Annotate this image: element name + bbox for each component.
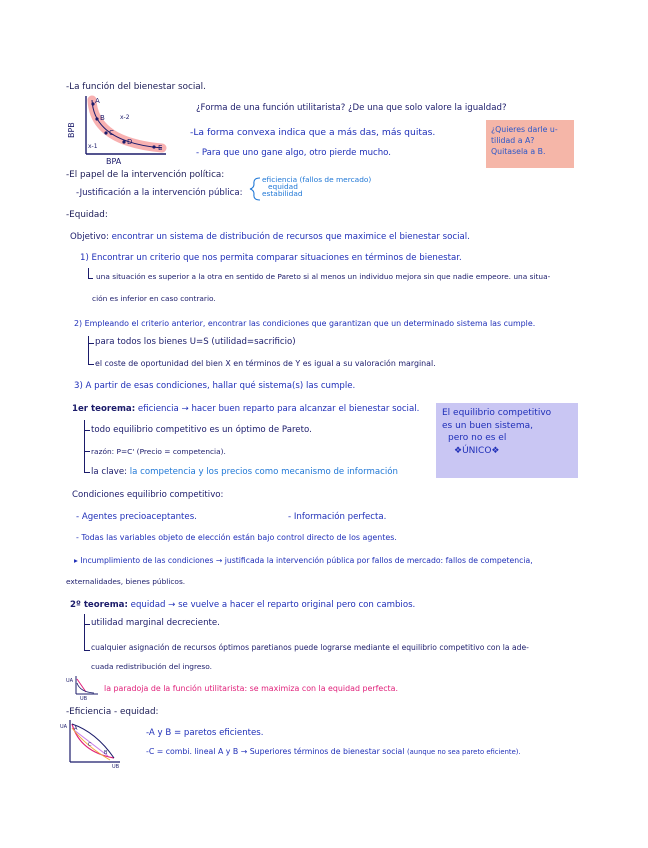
step-1: 1) Encontrar un criterio que nos permita comparar situaciones en términos de bienestar.: [80, 253, 462, 263]
objective-line: [70, 232, 470, 243]
graph1-mark-x2: x-2: [120, 114, 130, 121]
condition-a: - Agentes precioaceptantes.: [76, 512, 197, 522]
purple-note-line-2: es un buen sistema,: [442, 420, 533, 431]
step-2: 2) Empleando el criterio anterior, encontrar las condiciones que garantizan que un determinado sistema las cumple.: [74, 319, 536, 328]
bracket-line: [84, 650, 90, 651]
theorem-2-b-line-1: cualquier asignación de recursos óptimos paretianos puede lograrse mediante el equilibrio competitivo con la ade-: [91, 643, 529, 652]
bracket-line: [84, 472, 90, 473]
graph1-point-E: E: [158, 144, 163, 152]
bracket-line: [84, 614, 85, 650]
intervention-item-efficiency: eficiencia (fallos de mercado): [262, 175, 372, 184]
theorem-2: [70, 600, 415, 611]
efficiency-line-2-text: -C = combi. lineal A y B → Superiores términos de bienestar social: [146, 747, 405, 756]
bracket-line: [88, 343, 94, 344]
purple-note-line-4: ❖ÚNICO❖: [454, 445, 500, 456]
theorem-2-b-line-2: cuada redistribución del ingreso.: [91, 662, 212, 671]
step-2-sub-2: el coste de oportunidad del bien X en términos de Y es igual a su valoración marginal.: [95, 359, 436, 368]
section-title-intervention: -El papel de la intervención política:: [66, 170, 225, 180]
purple-note-line-3: pero no es el: [448, 433, 507, 443]
graph1-point-D: D: [127, 138, 133, 146]
graph1-point-C: C: [109, 129, 114, 137]
brace-icon: [248, 176, 262, 202]
theorem-2-label: 2º teorema:: [70, 600, 128, 610]
bracket-line: [84, 430, 90, 431]
intervention-justification: -Justificación a la intervención pública:: [76, 188, 243, 198]
graph2-point-B: B: [104, 750, 108, 756]
efficiency-line-2: [146, 747, 521, 757]
bracket-line: [88, 336, 89, 364]
step-2-sub-1: para todos los bienes U=S (utilidad=sacrificio): [95, 337, 296, 347]
section-title-welfare: -La función del bienestar social.: [66, 82, 206, 92]
theorem-1-text: eficiencia → hacer buen reparto para alcanzar el bienestar social.: [137, 404, 420, 414]
small-graph-y-label: UA: [66, 678, 74, 684]
efficiency-line-1: -A y B = paretos eficientes.: [146, 728, 264, 738]
condition-b: - Información perfecta.: [288, 512, 387, 522]
theorem-1-c-text: la competencia y los precios como mecanismo de información: [129, 467, 398, 477]
small-utility-graph: [66, 674, 100, 700]
section-title-efficiency-equity: -Eficiencia - equidad:: [66, 707, 159, 717]
welfare-convex-note: -La forma convexa indica que a más das, más quitas.: [190, 127, 436, 138]
objective-label: Objetivo:: [70, 232, 109, 242]
bracket-line: [84, 624, 90, 625]
efficiency-equity-graph: [60, 718, 126, 768]
theorem-1-c-prefix: la clave:: [91, 467, 128, 477]
welfare-question: ¿Forma de una función utilitarista? ¿De una que solo valore la igualdad?: [196, 103, 507, 113]
bracket-line: [84, 420, 85, 472]
intervention-item-stability: estabilidad: [262, 189, 303, 198]
graph1-point-A: A: [95, 97, 100, 105]
purple-note-line-1: El equilibrio competitivo: [442, 408, 552, 418]
graph1-mark-x1: x-1: [88, 143, 98, 150]
welfare-sub-note: - Para que uno gane algo, otro pierde mucho.: [196, 148, 392, 158]
small-graph-x-label: UB: [80, 696, 88, 700]
theorem-1: [72, 404, 419, 415]
incompliance-line-1: ▸ Incumplimiento de las condiciones → justificada la intervención pública por fallos de mercado: fallos de competencia,: [74, 556, 533, 565]
graph1-y-label: BPB: [67, 122, 76, 138]
theorem-1-label: 1er teorema:: [72, 404, 136, 414]
purple-note: [436, 403, 578, 478]
graph1-x-label: BPA: [106, 157, 122, 166]
salmon-note-text: ¿Quieres darle u-tilidad a A? Quitasela a B.: [491, 125, 558, 156]
step-1-sub-1: una situación es superior a la otra en sentido de Pareto si al menos un individuo mejora sin que nadie empeore. una situa-: [96, 272, 551, 281]
incompliance-line-2: externalidades, bienes públicos.: [66, 577, 186, 586]
theorem-1-c: [91, 467, 398, 478]
theorem-1-a: todo equilibrio competitivo es un óptimo de Pareto.: [91, 425, 312, 435]
intervention-item-equity: equidad: [268, 182, 298, 191]
graph2-x-label: UB: [112, 764, 120, 768]
graph2-point-C: C: [88, 742, 92, 748]
bracket-line: [88, 278, 93, 279]
theorem-2-a: utilidad marginal decreciente.: [91, 618, 220, 628]
efficiency-line-2-note: (aunque no sea pareto eficiente).: [406, 748, 521, 756]
conditions-title: Condiciones equilibrio competitivo:: [72, 490, 224, 500]
salmon-note: [486, 120, 574, 168]
theorem-2-text: equidad → se vuelve a hacer el reparto original pero con cambios.: [130, 600, 416, 610]
utilitarian-paradox: la paradoja de la función utilitarista: se maximiza con la equidad perfecta.: [104, 684, 398, 693]
step-3: 3) A partir de esas condiciones, hallar qué sistema(s) las cumple.: [74, 381, 356, 391]
graph2-y-label: UA: [60, 724, 68, 730]
bracket-line: [88, 364, 94, 365]
condition-c: - Todas las variables objeto de elección están bajo control directo de los agentes.: [76, 533, 397, 542]
graph1-point-B: B: [100, 114, 105, 122]
welfare-frontier-graph: [62, 92, 172, 172]
objective-text: encontrar un sistema de distribución de recursos que maximice el bienestar social.: [111, 232, 470, 242]
graph2-point-A: A: [74, 726, 78, 732]
bracket-line: [84, 451, 90, 452]
bracket-line: [88, 268, 89, 278]
theorem-1-b: razón: P=C' (Precio = competencia).: [91, 447, 226, 456]
section-title-equity: -Equidad:: [66, 210, 108, 220]
step-1-sub-2: ción es inferior en caso contrario.: [92, 294, 216, 303]
